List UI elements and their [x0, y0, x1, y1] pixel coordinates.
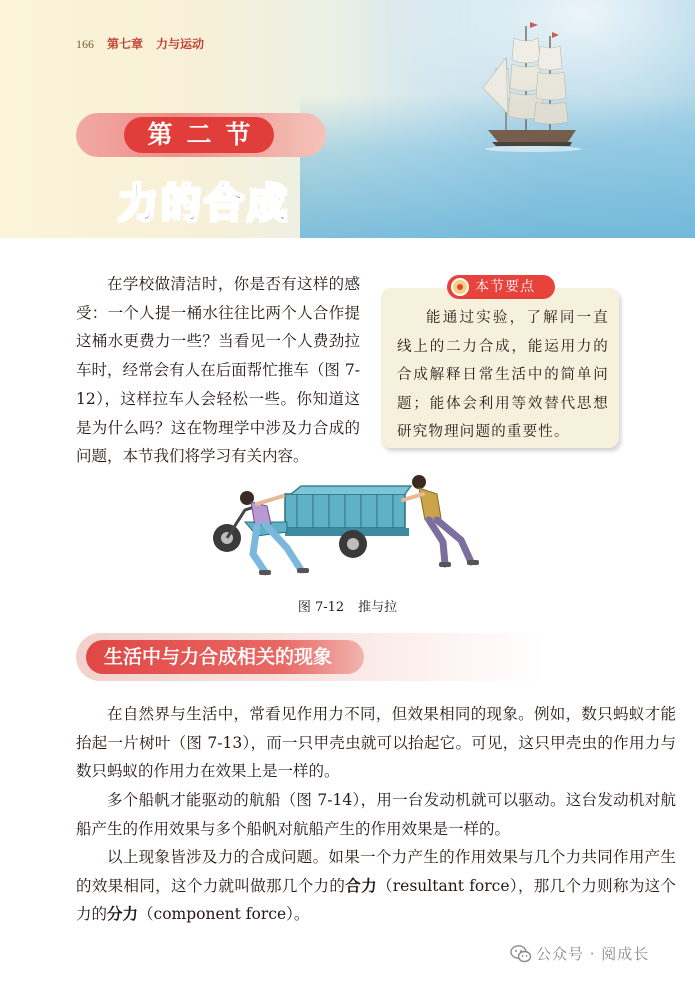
paragraph-2: 多个船帆才能驱动的航船（图 7-14），用一台发动机就可以驱动。这台发动机对航船产生的作用效果与多个船帆对航船产生的作用效果是一样的。 — [76, 791, 676, 838]
section-label-pill — [76, 113, 326, 157]
key-points-text: 能通过实验，了解同一直线上的二力合成，能运用力的合成解释日常生活中的简单问题；能体会利用等效替代思想研究物理问题的重要性。 — [397, 310, 609, 440]
chapter-title: 力与运动 — [156, 37, 205, 51]
section-label: 第二节 — [124, 117, 274, 153]
subsection-heading — [76, 633, 546, 681]
term-resultant-force: 合力 — [345, 876, 377, 895]
figure-name: 推与拉 — [358, 600, 398, 615]
key-points-tag — [447, 275, 555, 299]
chapter-number: 第七章 — [107, 37, 144, 51]
figure-number: 图 7-12 — [297, 600, 345, 615]
page-number: 166 — [76, 37, 94, 51]
key-points-label: 本节要点 — [475, 279, 535, 295]
paragraph-1: 在自然界与生活中，常看见作用力不同，但效果相同的现象。例如，数只蚂蚁才能抬起一片树叶（图 7-13），而一只甲壳虫就可以抬起它。可见，这只甲壳虫的作用力与数只蚂蚁的作用力在效果上是一样的。 — [76, 705, 676, 781]
running-header — [76, 35, 204, 52]
term-component-force: 分力 — [107, 905, 139, 924]
section-title: 力的合成 — [118, 181, 290, 227]
person-pushing — [403, 475, 479, 567]
intro-paragraph: 在学校做清洁时，你是否有这样的感受：一个人提一桶水往往比两个人合作提这桶水更费力一些？当看见一个人费劲拉车时，经常会有人在后面帮忙推车（图 7-12），这样拉车人会轻松一些。你知道这是为什么吗？这在物理学中涉及力合成的问题，本节我们将学习有关内容。 — [76, 275, 360, 466]
push-pull-illustration — [205, 470, 495, 582]
watermark-text: 公众号 · 阅成长 — [536, 945, 650, 963]
figure-caption — [0, 596, 695, 615]
subsection-title: 生活中与力合成相关的现象 — [104, 646, 333, 668]
paragraph-3-part-a: 以上现象皆涉及力的合成问题。如果一个力产生的作用效果与几个力共同作用产生的效果相同，这个力就叫做那几个力的 — [76, 848, 676, 895]
paragraph-3-part-c: （component force）。 — [138, 905, 310, 924]
header-banner — [0, 0, 695, 238]
paragraph-3 — [76, 843, 676, 929]
wechat-icon — [510, 944, 532, 964]
paragraph-3-part-b: （resultant force），那几个力则称为这个力的 — [76, 876, 676, 924]
target-icon — [451, 278, 469, 296]
sailing-ship-image — [478, 18, 588, 153]
